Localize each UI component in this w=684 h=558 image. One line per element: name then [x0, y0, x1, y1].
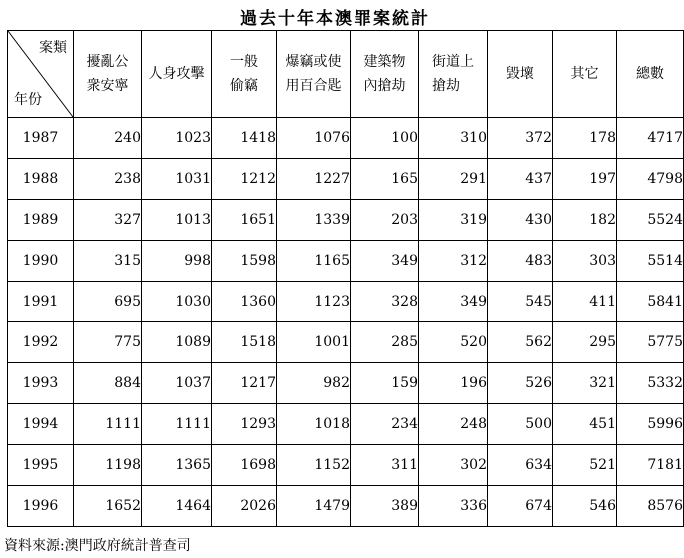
value-cell: 240 [74, 118, 142, 159]
value-cell: 2026 [212, 486, 277, 527]
value-cell: 238 [74, 158, 142, 199]
value-cell: 5841 [617, 281, 684, 322]
column-header-line: 一般 [230, 54, 258, 70]
value-cell: 1111 [74, 404, 142, 445]
value-cell: 500 [488, 404, 553, 445]
value-cell: 159 [351, 363, 419, 404]
value-cell: 998 [142, 240, 212, 281]
column-header [488, 31, 553, 118]
year-cell: 1989 [8, 199, 74, 240]
year-cell: 1987 [8, 118, 74, 159]
value-cell: 285 [351, 322, 419, 363]
year-cell: 1996 [8, 486, 74, 527]
value-cell: 1651 [212, 199, 277, 240]
table-row [8, 486, 684, 527]
value-cell: 311 [351, 445, 419, 486]
column-header-line: 其它 [570, 66, 599, 82]
value-cell: 5775 [617, 322, 684, 363]
year-cell: 1994 [8, 404, 74, 445]
year-axis-label: 年份 [14, 92, 42, 108]
column-header [553, 31, 617, 118]
value-cell: 182 [553, 199, 617, 240]
year-cell: 1990 [8, 240, 74, 281]
value-cell: 5996 [617, 404, 684, 445]
column-header [419, 31, 488, 118]
value-cell: 4717 [617, 118, 684, 159]
value-cell: 411 [553, 281, 617, 322]
value-cell: 100 [351, 118, 419, 159]
value-cell: 1018 [277, 404, 351, 445]
value-cell: 430 [488, 199, 553, 240]
value-cell: 349 [351, 240, 419, 281]
value-cell: 451 [553, 404, 617, 445]
value-cell: 1152 [277, 445, 351, 486]
table-row [8, 445, 684, 486]
year-cell: 1995 [8, 445, 74, 486]
column-header-line: 毀壞 [506, 66, 534, 82]
value-cell: 1360 [212, 281, 277, 322]
header-row [8, 31, 684, 118]
column-header-label [149, 62, 205, 86]
column-header-line: 建築物 [363, 54, 406, 70]
column-header-label [432, 50, 474, 98]
column-header-line: 人身攻擊 [148, 66, 205, 82]
value-cell: 520 [419, 322, 488, 363]
column-header [617, 31, 684, 118]
year-cell: 1988 [8, 158, 74, 199]
value-cell: 1165 [277, 240, 351, 281]
column-header-line: 街道上 [432, 54, 474, 70]
column-header-line: 擾亂公 [86, 54, 129, 70]
table-row [8, 199, 684, 240]
value-cell: 1030 [142, 281, 212, 322]
value-cell: 634 [488, 445, 553, 486]
column-header-line: 爆竊或使 [285, 54, 342, 70]
value-cell: 1598 [212, 240, 277, 281]
table-row [8, 322, 684, 363]
value-cell: 1031 [142, 158, 212, 199]
table-row [8, 240, 684, 281]
value-cell: 349 [419, 281, 488, 322]
value-cell: 546 [553, 486, 617, 527]
value-cell: 1293 [212, 404, 277, 445]
value-cell: 1418 [212, 118, 277, 159]
data-source-note: 資料來源:澳門政府統計普查司 [4, 538, 191, 554]
value-cell: 1111 [142, 404, 212, 445]
value-cell: 1198 [74, 445, 142, 486]
table-row [8, 281, 684, 322]
value-cell: 884 [74, 363, 142, 404]
column-header [74, 31, 142, 118]
column-header-label [506, 62, 534, 86]
value-cell: 315 [74, 240, 142, 281]
value-cell: 321 [553, 363, 617, 404]
column-header-label [364, 50, 406, 98]
value-cell: 1227 [277, 158, 351, 199]
value-cell: 248 [419, 404, 488, 445]
value-cell: 1089 [142, 322, 212, 363]
category-axis-label: 案類 [39, 40, 67, 56]
value-cell: 1123 [277, 281, 351, 322]
table-row [8, 118, 684, 159]
value-cell: 1339 [277, 199, 351, 240]
value-cell: 1652 [74, 486, 142, 527]
value-cell: 1212 [212, 158, 277, 199]
value-cell: 8576 [617, 486, 684, 527]
value-cell: 775 [74, 322, 142, 363]
value-cell: 5524 [617, 199, 684, 240]
column-header-line: 總數 [636, 66, 664, 82]
table-title: 過去十年本澳罪案統計 [240, 9, 430, 29]
value-cell: 1479 [277, 486, 351, 527]
value-cell: 982 [277, 363, 351, 404]
value-cell: 7181 [617, 445, 684, 486]
crime-statistics-table [7, 30, 684, 527]
value-cell: 5332 [617, 363, 684, 404]
value-cell: 483 [488, 240, 553, 281]
value-cell: 372 [488, 118, 553, 159]
column-header-label [571, 62, 599, 86]
value-cell: 526 [488, 363, 553, 404]
table-body [8, 118, 684, 527]
value-cell: 1001 [277, 322, 351, 363]
value-cell: 310 [419, 118, 488, 159]
column-header-label [286, 50, 342, 98]
value-cell: 674 [488, 486, 553, 527]
value-cell: 695 [74, 281, 142, 322]
value-cell: 178 [553, 118, 617, 159]
value-cell: 521 [553, 445, 617, 486]
value-cell: 203 [351, 199, 419, 240]
value-cell: 4798 [617, 158, 684, 199]
corner-header-cell [8, 31, 74, 118]
value-cell: 336 [419, 486, 488, 527]
year-cell: 1992 [8, 322, 74, 363]
column-header [351, 31, 419, 118]
column-header-line: 搶劫 [432, 78, 460, 94]
value-cell: 1076 [277, 118, 351, 159]
table-row [8, 158, 684, 199]
year-cell: 1993 [8, 363, 74, 404]
value-cell: 562 [488, 322, 553, 363]
column-header-label [230, 50, 258, 98]
value-cell: 302 [419, 445, 488, 486]
value-cell: 1464 [142, 486, 212, 527]
value-cell: 319 [419, 199, 488, 240]
column-header-label [87, 50, 129, 98]
table-row [8, 363, 684, 404]
value-cell: 1023 [142, 118, 212, 159]
table-row [8, 404, 684, 445]
value-cell: 1365 [142, 445, 212, 486]
value-cell: 1037 [142, 363, 212, 404]
value-cell: 196 [419, 363, 488, 404]
column-header-line: 內搶劫 [363, 78, 406, 94]
column-header-label [636, 62, 664, 86]
column-header-line: 偷竊 [230, 78, 258, 94]
year-cell: 1991 [8, 281, 74, 322]
value-cell: 437 [488, 158, 553, 199]
value-cell: 303 [553, 240, 617, 281]
column-header [277, 31, 351, 118]
value-cell: 165 [351, 158, 419, 199]
column-header-line: 用百合匙 [285, 78, 342, 94]
value-cell: 1217 [212, 363, 277, 404]
value-cell: 327 [74, 199, 142, 240]
value-cell: 389 [351, 486, 419, 527]
value-cell: 295 [553, 322, 617, 363]
value-cell: 197 [553, 158, 617, 199]
value-cell: 1518 [212, 322, 277, 363]
value-cell: 1013 [142, 199, 212, 240]
value-cell: 1698 [212, 445, 277, 486]
column-header [142, 31, 212, 118]
column-header [212, 31, 277, 118]
value-cell: 545 [488, 281, 553, 322]
value-cell: 5514 [617, 240, 684, 281]
column-header-line: 衆安寧 [86, 78, 129, 94]
value-cell: 291 [419, 158, 488, 199]
value-cell: 328 [351, 281, 419, 322]
value-cell: 312 [419, 240, 488, 281]
value-cell: 234 [351, 404, 419, 445]
